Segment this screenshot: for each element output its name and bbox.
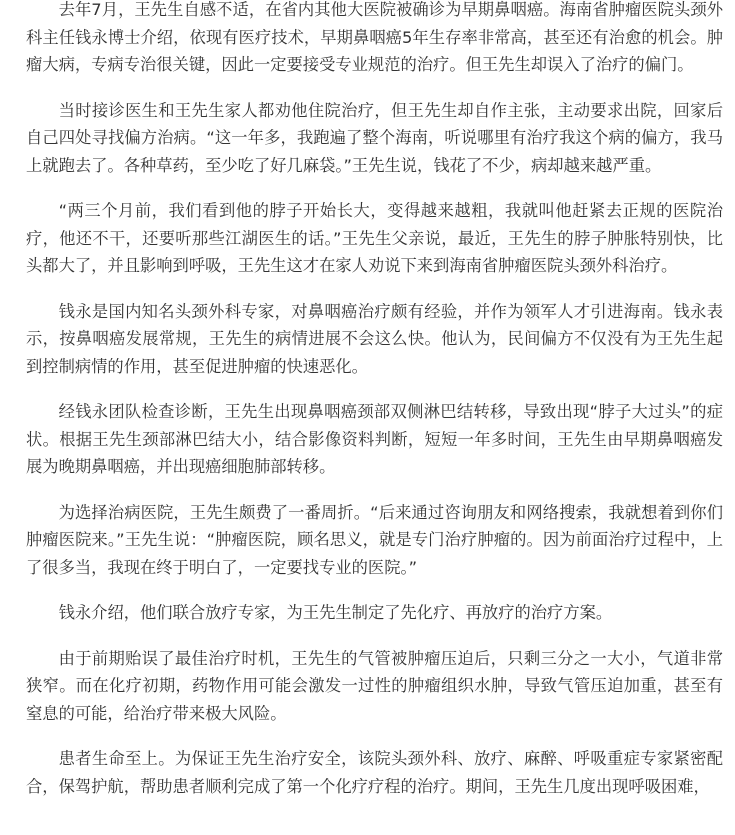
paragraph-9: 患者生命至上。为保证王先生治疗安全，该院头颈外科、放疗、麻醉、呼吸重症专家紧密配合，保驾护航，帮助患者顺利完成了第一个化疗疗程的治疗。期间，王先生几度出现呼吸困难， — [26, 749, 723, 796]
paragraph-4: 钱永是国内知名头颈外科专家，对鼻咽癌治疗颇有经验，并作为领军人才引进海南。钱永表示，按鼻咽癌发展常规，王先生的病情进展不会这么快。他认为，民间偏方不仅没有为王先生起到控制病情的作用，甚至促进肿瘤的快速恶化。 — [26, 301, 723, 376]
paragraph-1: 去年7月，王先生自感不适，在省内其他大医院被确诊为早期鼻咽癌。海南省肿瘤医院头颈外科主任钱永博士介绍，依现有医疗技术，早期鼻咽癌5年生存率非常高，甚至还有治愈的机会。肿瘤大病，专病专治很关键，因此一定要接受专业规范的治疗。但王先生却误入了治疗的偏门。 — [26, 0, 723, 74]
paragraph-8: 由于前期贻误了最佳治疗时机，王先生的气管被肿瘤压迫后，只剩三分之一大小，气道非常狭窄。而在化疗初期，药物作用可能会激发一过性的肿瘤组织水肿，导致气管压迫加重，甚至有窒息的可能，给治疗带来极大风险。 — [26, 648, 723, 723]
paragraph-6: 为选择治病医院，王先生颇费了一番周折。“后来通过咨询朋友和网络搜索，我就想着到你们肿瘤医院来。”王先生说：“肿瘤医院，顾名思义，就是专门治疗肿瘤的。因为前面治疗过程中，上了很多当，我现在终于明白了，一定要找专业的医院。” — [26, 502, 723, 577]
paragraph-5: 经钱永团队检查诊断，王先生出现鼻咽癌颈部双侧淋巴结转移，导致出现“脖子大过头”的症状。根据王先生颈部淋巴结大小，结合影像资料判断，短短一年多时间，王先生由早期鼻咽癌发展为晚期鼻咽癌，并出现癌细胞肺部转移。 — [26, 402, 723, 476]
paragraph-7: 钱永介绍，他们联合放疗专家，为王先生制定了先化疗、再放疗的治疗方案。 — [58, 603, 613, 622]
paragraph-2: 当时接诊医生和王先生家人都劝他住院治疗，但王先生却自作主张，主动要求出院，回家后自己四处寻找偏方治病。“这一年多，我跑遍了整个海南，听说哪里有治疗我这个病的偏方，我马上就跑去了。各种草药，至少吃了好几麻袋。”王先生说，钱花了不少，病却越来越严重。 — [26, 100, 723, 175]
paragraph-3: “两三个月前，我们看到他的脖子开始长大，变得越来越粗，我就叫他赶紧去正规的医院治疗，他还不干，还要听那些江湖医生的话。”王先生父亲说，最近，王先生的脖子肿胀特别快，比头都大了，并且影响到呼吸，王先生这才在家人劝说下来到海南省肿瘤医院头颈外科治疗。 — [26, 201, 723, 275]
